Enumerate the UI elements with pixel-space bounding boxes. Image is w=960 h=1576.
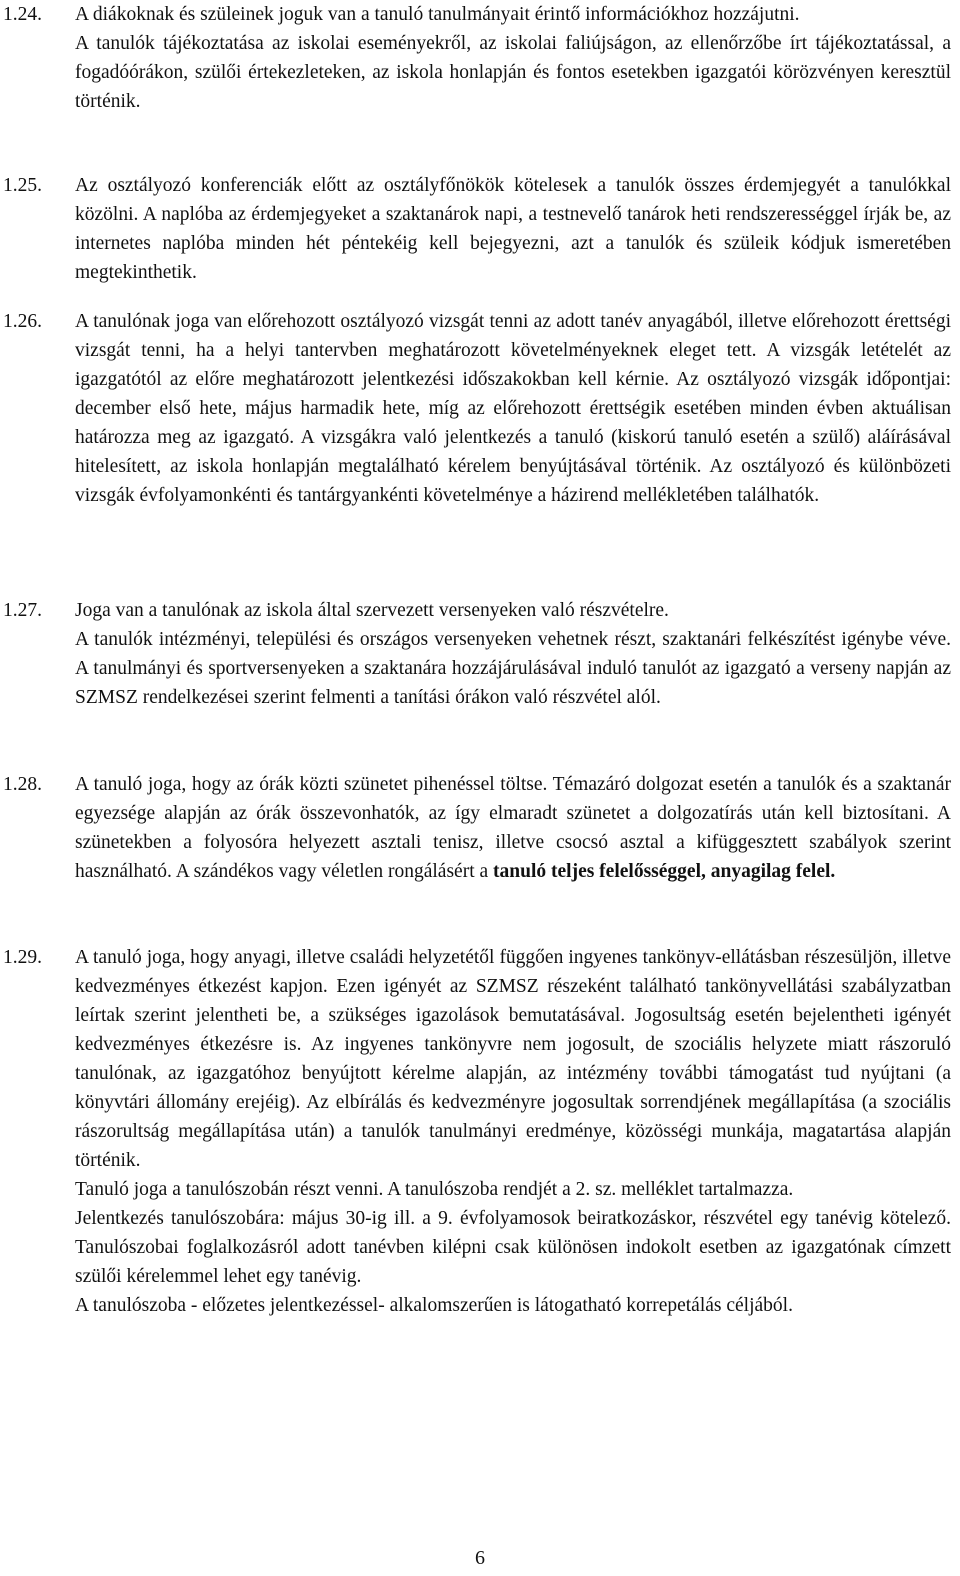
section-1-28 [0, 770, 960, 886]
section-number: 1.29. [3, 947, 42, 968]
paragraph: A tanulók intézményi, települési és országos versenyeken vehetnek részt, szaktanári felkészítést igénybe véve. A tanulmányi és sportversenyeken a szaktanára hozzájárulásával induló tanulót az igazgató a verseny napján az SZMSZ rendelkezései szerint felmenti a tanítási órákon való részvétel alól. [75, 629, 951, 708]
paragraph: A tanulószoba - előzetes jelentkezéssel- alkalomszerűen is látogatható korrepetálás céljából. [75, 1295, 793, 1316]
paragraph: Tanuló joga a tanulószobán részt venni. A tanulószoba rendjét a 2. sz. melléklet tartalmazza. [75, 1179, 794, 1200]
paragraph-bold-text: tanuló teljes felelősséggel, anyagilag felel. [493, 861, 836, 882]
section-1-25 [0, 171, 960, 287]
paragraph-text: A tanuló joga, hogy az órák közti szünetet pihenéssel töltse. Témazáró dolgozat esetén a tanulók és a szaktanár egyezsége alapján az órák összevonhatók, az így elmaradt szünetet a dolgozatírás után kell biztosítani. A szünetekben a folyosóra helyezett asztali tenisz, illetve csocsó asztal a kifüggesztett szabályok szerint használható. A szándékos vagy véletlen rongálásért a [75, 774, 951, 882]
section-number: 1.26. [3, 311, 42, 332]
paragraph: A tanulónak joga van előrehozott osztályozó vizsgát tenni az adott tanév anyagából, illetve előrehozott érettségi vizsgát tenni, ha a helyi tantervben meghatározott követelményeknek eleget tett. A vizsgák letételét az igazgatótól az előre meghatározott jelentkezési időszakokban kell kérnie. Az osztályozó vizsgák időpontjai: december első hete, május harmadik hete, míg az előrehozott érettségik esetében minden évben aktuálisan határozza meg az igazgató. A vizsgákra való jelentkezés a tanuló (kiskorú tanuló esetén a szülő) aláírásával hitelesített, az iskola honlapján megtalálható kérelem benyújtásával történik. Az osztályozó és különbözeti vizsgák évfolyamonkénti és tantárgyankénti követelménye a házirend mellékletében találhatók. [75, 311, 951, 506]
section-body [75, 596, 951, 712]
paragraph: Joga van a tanulónak az iskola által szervezett versenyeken való részvételre. [75, 600, 669, 621]
paragraph: A tanuló joga, hogy anyagi, illetve családi helyzetétől függően ingyenes tankönyv-ellátásban részesüljön, illetve kedvezményes étkezést kapjon. Ezen igényét az SZMSZ részeként található tankönyvellátási szabályzatban leírtak szerint jelentheti be, a szükséges igazolások bemutatásával. Jogosultság esetén bejelentheti igényét kedvezményes étkezésre is. Az ingyenes tankönyvre nem jogosult, de szociális helyzete miatt rászoruló tanulónak, az igazgatóhoz benyújtott kérelme alapján, az intézmény további támogatást tud nyújtani (a könyvtári állomány erejéig). Az elbírálás és kedvezményre jogosultak sorrendjének megállapítása (a szociális rászorultság megállapítása után) a tanulók tanulmányi eredménye, közösségi munkája, magatartása alapján történik. [75, 947, 951, 1171]
paragraph: Jelentkezés tanulószobára: május 30-ig ill. a 9. évfolyamosok beiratkozáskor, részvétel egy tanévig kötelező. Tanulószobai foglalkozásról adott tanévben kilépni csak különösen indokolt esetben az igazgatónak címzett szülői kérelemmel lehet egy tanévig. [75, 1208, 951, 1287]
section-body [75, 943, 951, 1320]
paragraph [75, 770, 951, 886]
section-number: 1.25. [3, 175, 42, 196]
section-number: 1.24. [3, 4, 42, 25]
section-1-29 [0, 943, 960, 1320]
section-1-26 [0, 307, 960, 510]
section-number: 1.28. [3, 774, 42, 795]
section-number: 1.27. [3, 600, 42, 621]
section-body [75, 770, 951, 886]
paragraph: Az osztályozó konferenciák előtt az osztályfőnökök kötelesek a tanulók összes érdemjegyét a tanulókkal közölni. A naplóba az érdemjegyeket a szaktanárok napi, a testnevelő tanárok heti rendszerességgel írják be, az internetes naplóba minden hét péntekéig kell bejegyezni, azt a tanulók és szüleik kódjuk ismeretében megtekinthetik. [75, 175, 951, 283]
section-body [75, 171, 951, 287]
section-body [75, 0, 951, 116]
section-1-27 [0, 596, 960, 712]
section-body [75, 307, 951, 510]
section-1-24 [0, 0, 960, 116]
page-number: 6 [475, 1547, 485, 1569]
paragraph: A diákoknak és szüleinek joguk van a tanuló tanulmányait érintő információkhoz hozzájutni. [75, 4, 800, 25]
paragraph: A tanulók tájékoztatása az iskolai eseményekről, az iskolai faliújságon, az ellenőrzőbe írt tájékoztatással, a fogadóórákon, szülői értekezleteken, az iskola honlapján és fontos esetekben igazgatói körözvényen keresztül történik. [75, 33, 951, 112]
